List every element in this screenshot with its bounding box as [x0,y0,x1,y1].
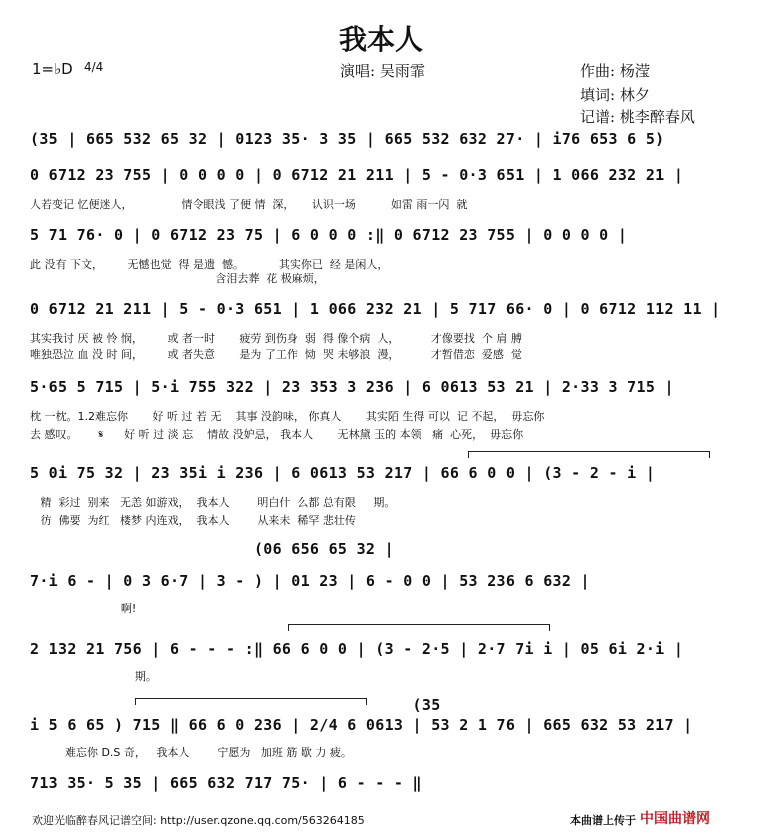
lyric-row-3b: 含泪去葬 花 极麻烦， [30,272,325,285]
volta-bracket-2 [288,624,550,631]
transcriber-credit: 记谱: 桃李醉春风 [580,108,695,126]
score-row-1: (35 | 665 532 65 32 | 0123 35· 3 35 | 665 532 632 27· | i76 653 6 5) [30,130,665,148]
footer-credit: 欢迎光临醉春风记谱空间: http://user.qzone.qq.com/563264185 [32,814,365,827]
score-row-7-lead: (06 656 65 32 | [30,540,394,558]
lyric-row-2: 人若变记 忆便迷人， 情令眼浅 了便 情 深， 认识一场 如雷 雨一闪 就 [30,198,468,211]
singer-credit: 演唱: 吴雨霏 [340,62,425,80]
time-signature: 4/4 [84,60,104,74]
score-row-6: 5 0i 75 32 | 23 35i i 236 | 6 0613 53 217 | 66 6 0 0 | (3 - 2 - i | [30,464,656,482]
lyric-row-3a: 此 没有 下文， 无憾也觉 得 是遗 憾。 其实你已 经 是闲人， [30,258,389,271]
lyric-row-4b: 唯独恐泣 血 没 时 间， 或 者失意 是为 了工作 恸 哭 未够浪 漫， 才暂借恋 爱感 觉 [30,348,522,361]
score-row-3: 5 71 76· 0 | 0 6712 23 75 | 6 0 0 0 :‖ 0 6712 23 755 | 0 0 0 0 | [30,226,628,244]
composer-credit: 作曲: 杨滢 [580,62,650,80]
score-row-9: i 5 6 65 ) 715 ‖ 66 6 0 236 | 2/4 6 0613 | 53 2 1 76 | 665 632 53 217 | [30,716,693,734]
score-row-10: 713 35· 5 35 | 665 632 717 75· | 6 - - - ‖ [30,774,422,792]
score-row-7: 7·i 6 - | 0 3 6·7 | 3 - ) | 01 23 | 6 - 0 0 | 53 236 6 632 | [30,572,590,590]
volta-bracket-1 [468,451,710,458]
lyric-row-5a: 枕 一枕。1.2难忘你 好 听 过 若 无 其事 没韵味， 你真人 其实陌 生得 可以 记 不起， 毋忘你 [30,410,545,423]
lyric-row-8: 期。 [30,670,157,683]
score-row-4: 0 6712 21 211 | 5 - 0·3 651 | 1 066 232 21 | 5 717 66· 0 | 0 6712 112 11 | [30,300,721,318]
lyric-row-7: 啊! [30,602,137,615]
lyric-row-9: 难忘你 D.S 奇， 我本人 宁愿为 加班 筋 歇 力 疲。 [30,746,352,759]
lyric-row-6a: 精 彩过 别来 无恙 如游戏， 我本人 明白什 么都 总有限 期。 [30,496,396,509]
upload-note: 本曲谱上传于 [570,814,636,827]
lyric-row-4a: 其实我讨 厌 被 怜 悯， 或 者一时 疲劳 到伤身 弱 得 像个病 人， 才像要找 个 肩 膊 [30,332,522,345]
score-row-9-lead: (35 [30,696,441,714]
song-title: 我本人 [338,23,423,56]
lyricist-credit: 填词: 林夕 [580,86,650,104]
lyric-row-5b: 去 感叹。 𝄋 好 听 过 淡 忘 情故 没妒忌， 我本人 无林黛 玉的 本领 痛 心死， 毋忘你 [30,428,524,441]
key-signature: 1=♭D [32,60,73,78]
score-row-8: 2 132 21 756 | 6 - - - :‖ 66 6 0 0 | (3 - 2·5 | 2·7 7i i | 05 6i 2·i | [30,640,684,658]
site-logo: 中国曲谱网 [640,811,710,827]
lyric-row-6b: 彷 佛要 为红 楼梦 内连戏， 我本人 从来未 稀罕 悲壮传 [30,514,356,527]
score-row-5: 5·65 5 715 | 5·i 755 322 | 23 353 3 236 | 6 0613 53 21 | 2·33 3 715 | [30,378,674,396]
score-row-2: 0 6712 23 755 | 0 0 0 0 | 0 6712 21 211 | 5 - 0·3 651 | 1 066 232 21 | [30,166,684,184]
